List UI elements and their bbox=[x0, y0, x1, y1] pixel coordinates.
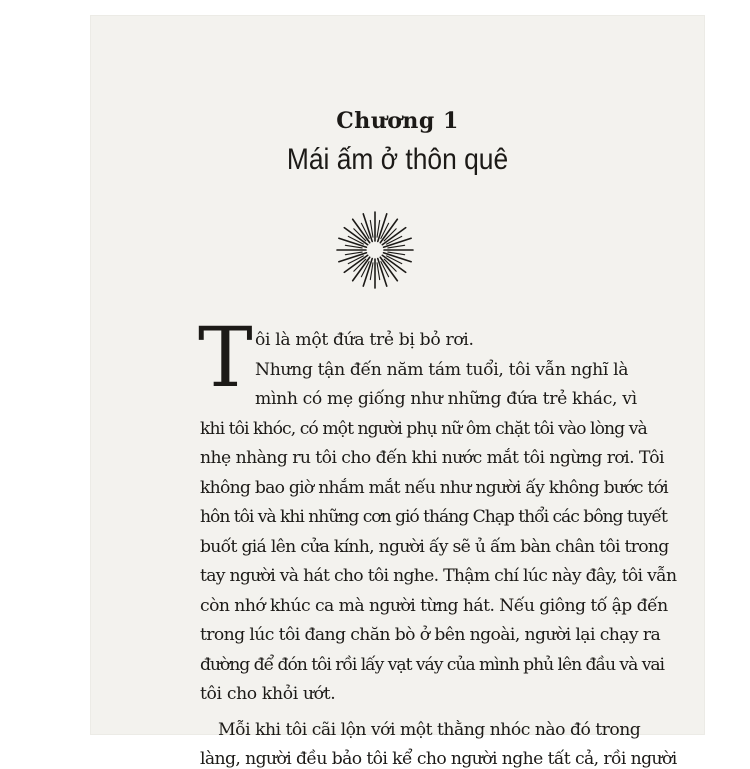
text-line-1: ôi là một đứa trẻ bị bỏ rơi. bbox=[255, 330, 474, 350]
drop-cap: T bbox=[198, 311, 253, 406]
book-page bbox=[90, 15, 705, 735]
text-line-6: không bao giờ nhắm mắt nếu như người ấy không bước tới bbox=[200, 477, 668, 498]
body-text bbox=[90, 15, 705, 735]
text-line-12: đường để đón tôi rồi lấy vạt váy của mình phủ lên đầu và vai bbox=[200, 654, 664, 675]
text-line-2: Nhưng tận đến năm tám tuổi, tôi vẫn nghĩ là bbox=[255, 359, 629, 380]
text-line-15: làng, người đều bảo tôi kể cho người nghe tất cả, rồi người bbox=[200, 749, 677, 769]
text-line-13: tôi cho khỏi ướt. bbox=[200, 684, 336, 704]
chapter-title: Mái ấm ở thôn quê bbox=[286, 143, 509, 176]
text-line-7: hôn tôi và khi những cơn gió tháng Chạp thổi các bông tuyết bbox=[200, 507, 667, 527]
text-line-4: khi tôi khóc, có một người phụ nữ ôm chặt tôi vào lòng và bbox=[200, 418, 647, 439]
text-line-14: Mỗi khi tôi cãi lộn với một thằng nhóc nào đó trong bbox=[218, 719, 641, 740]
text-line-8: buốt giá lên cửa kính, người ấy sẽ ủ ấm bàn chân tôi trong bbox=[200, 536, 669, 557]
chapter-number: Chương 1 bbox=[336, 108, 459, 134]
text-line-11: trong lúc tôi đang chăn bò ở bên ngoài, người lại chạy ra bbox=[200, 625, 661, 645]
text-line-5: nhẹ nhàng ru tôi cho đến khi nước mắt tôi ngừng rơi. Tôi bbox=[200, 448, 664, 468]
text-line-10: còn nhớ khúc ca mà người từng hát. Nếu giông tố ập đến bbox=[200, 595, 668, 616]
text-line-9: tay người và hát cho tôi nghe. Thậm chí lúc này đây, tôi vẫn bbox=[200, 566, 677, 586]
text-line-3: mình có mẹ giống như những đứa trẻ khác, vì bbox=[255, 389, 637, 409]
